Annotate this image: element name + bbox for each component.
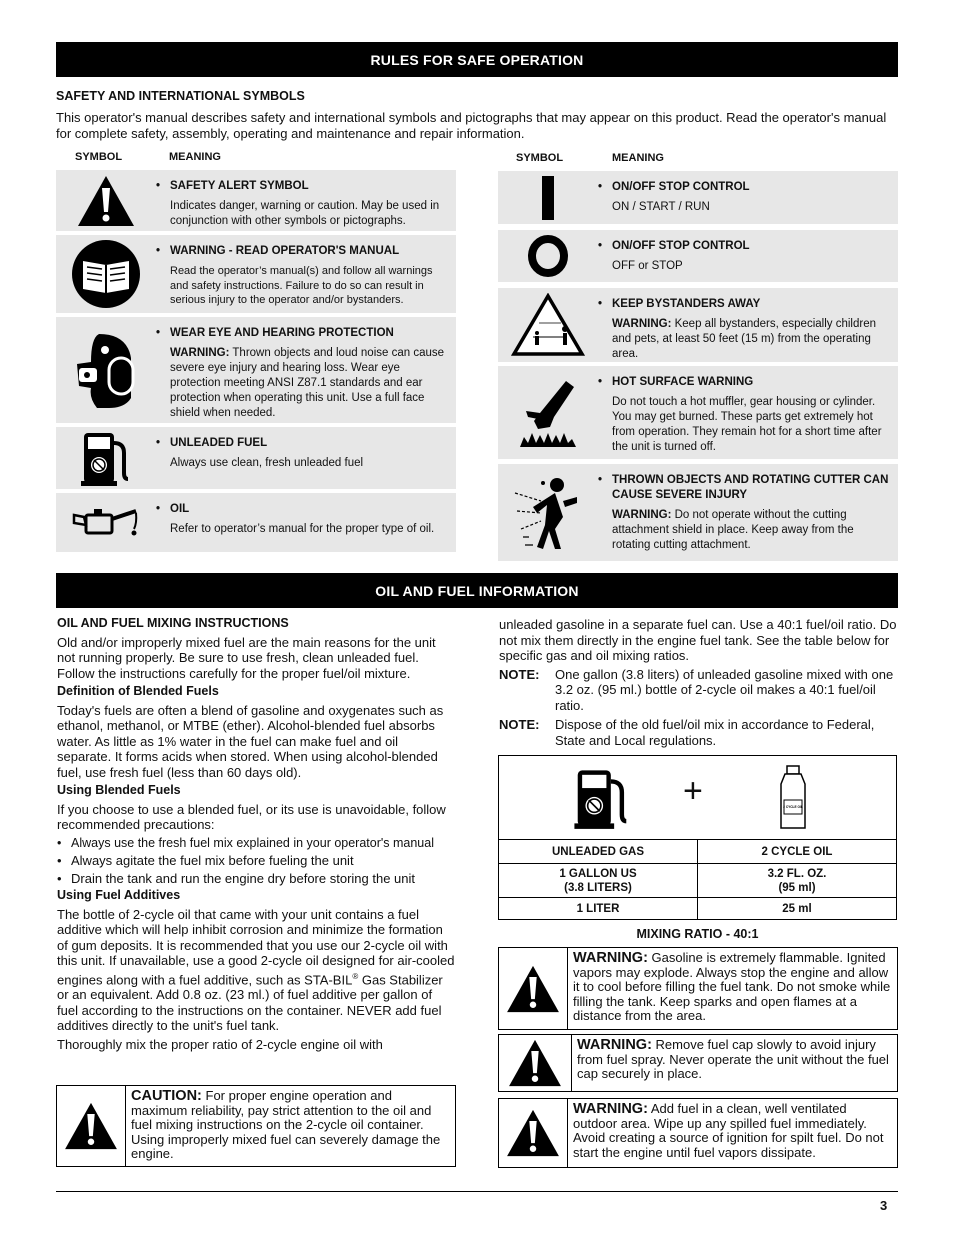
safety-intro: This operator's manual describes safety and international symbols and pictographs that may appear on this product. Read the operator's manual for complete safety, assembly, operating and maintenance and repair information.	[56, 110, 887, 141]
symbol-title: • KEEP BYSTANDERS AWAY	[598, 297, 894, 312]
symbol-desc: Keep all bystanders, especially children and pets, at least 50 feet (15 m) from the operating area.	[612, 318, 876, 360]
oil-bottle-icon	[777, 764, 809, 835]
warning-text: Remove fuel cap slowly to avoid injury from fuel spray. Never operate the unit without the fuel cap securely in place.	[577, 1037, 889, 1081]
symbol-row	[498, 171, 898, 224]
warning-box	[498, 1098, 898, 1168]
on-symbol-icon	[498, 171, 598, 224]
warning-label: WARNING:	[612, 509, 672, 521]
warning-label: WARNING:	[573, 1101, 648, 1117]
warning-text: Gasoline is extremely flammable. Ignited vapors may explode. Always stop the engine and allow it to cool before filling the fuel tank. Do not smoke while filling the tank. Keep sparks and open flames at a distance from the area.	[573, 950, 891, 1023]
symbol-row	[56, 317, 456, 423]
symbol-desc: OFF or STOP	[612, 260, 683, 272]
symbol-desc: Do not touch a hot muffler, gear housing or cylinder. You may get burned. These parts get extremely hot from operation. They remain hot for a short time after the unit is turned off.	[612, 396, 882, 453]
keep-bystanders-away-icon	[498, 288, 598, 362]
thrown-objects-icon	[498, 464, 598, 561]
symbol-desc: Refer to operator’s manual for the proper type of oil.	[170, 523, 435, 535]
symbol-desc: Indicates danger, warning or caution. May be used in conjunction with other symbols or pictographs.	[170, 200, 440, 227]
symbol-row	[56, 235, 456, 313]
mix-heading: OIL AND FUEL MIXING INSTRUCTIONS	[57, 616, 289, 630]
symbol-title: • WARNING - READ OPERATOR'S MANUAL	[156, 244, 452, 259]
table-cell: 3.2 FL. OZ. (95 ml)	[698, 864, 897, 898]
definition-text: Today's fuels are often a blend of gasoline and oxygenates such as ethanol, methanol, or MTBE (ether). Alcohol-blended fuel absorbs water. As little as 1% water in the fuel can make fuel and oil separate. It forms acids when stored. When using alcohol-blended fuel, use fresh fuel (less than 60 days old).	[57, 702, 444, 780]
symbol-title: • UNLEADED FUEL	[156, 436, 452, 451]
eye-hearing-protection-icon	[56, 317, 156, 423]
caution-label: CAUTION:	[131, 1088, 202, 1104]
symbol-column-header-left: SYMBOL	[75, 151, 123, 163]
symbol-row	[498, 288, 898, 362]
symbol-title: • OIL	[156, 502, 452, 517]
footer-rule	[56, 1191, 898, 1192]
warning-label: WARNING:	[573, 950, 648, 966]
list-item: • Always agitate the fuel mix before fueling the unit	[57, 853, 455, 869]
using-blended-text: If you choose to use a blended fuel, or its use is unavoidable, follow recommended precautions:	[57, 801, 446, 832]
warning-alert-icon	[499, 1099, 568, 1167]
symbol-desc: Read the operator’s manual(s) and follow all warnings and safety instructions. Failure to do so can result in serious injury to the operator and/or bystanders.	[170, 265, 433, 306]
mixing-instructions-column	[57, 616, 455, 1055]
meaning-column-header-left: MEANING	[169, 151, 221, 163]
symbol-desc: Do not operate without the cutting attachment shield in place. Keep away from the rotating cutting attachment.	[612, 509, 854, 551]
warning-box	[498, 947, 898, 1030]
section-banner-oil-fuel: OIL AND FUEL INFORMATION	[56, 573, 898, 608]
symbol-column-header-right: SYMBOL	[516, 152, 564, 164]
hot-surface-icon	[498, 366, 598, 459]
safety-heading: SAFETY AND INTERNATIONAL SYMBOLS	[56, 89, 305, 103]
table-cell: 1 GALLON US (3.8 LITERS)	[499, 864, 698, 898]
mixing-ratio-caption: MIXING RATIO - 40:1	[636, 927, 759, 941]
read-manual-icon	[56, 235, 156, 313]
warning-label: WARNING:	[170, 347, 230, 359]
symbol-desc: Thrown objects and loud noise can cause severe eye injury and hearing loss. Wear eye protection meeting ANSI Z87.1 standards and ear protection when operating this unit. Use a full face shield when needed.	[170, 347, 445, 419]
additives-text: The bottle of 2-cycle oil that came with your unit contains a fuel additive which will help inhibit corrosion and minimize the formation of gum deposits. It is recommended that you use our 2-cycle oil with this unit. If unavailable, use a good 2-cycle oil designed for air-cooled engines along with a fuel additive, such as STA-BIL® Gas Stabilizer or an equivalent. Add 0.8 oz. (23 ml.) of fuel additive per gallon of fuel according to the instructions on the container. NEVER add fuel additives directly to the unit's fuel tank.	[57, 906, 455, 1034]
caution-box	[56, 1085, 456, 1167]
table-cell: 25 ml	[698, 898, 897, 920]
symbol-desc: Always use clean, fresh unleaded fuel	[170, 457, 364, 469]
symbol-row	[56, 493, 456, 552]
safety-alert-icon	[56, 170, 156, 231]
fuel-ratio-column	[499, 617, 897, 752]
table-header-cell: UNLEADED GAS	[499, 840, 698, 864]
thorough-text: Thoroughly mix the proper ratio of 2-cycle engine oil with	[57, 1036, 383, 1052]
fuel-pump-icon	[56, 427, 156, 489]
using-blended-heading: Using Blended Fuels	[57, 783, 181, 797]
table-cell: 1 LITER	[499, 898, 698, 920]
symbol-row	[56, 170, 456, 231]
caution-text: For proper engine operation and maximum reliability, pay strict attention to the oil and fuel mixing instructions on the 2-cycle oil container. Using improperly mixed fuel can severely damage the engine.	[131, 1088, 441, 1161]
fuel-pump-icon	[571, 766, 633, 833]
warning-text: Add fuel in a clean, well ventilated outdoor area. Wipe up any spilled fuel immediately. Avoid creating a source of ignition for spilt fuel. Do not start the engine until fuel vapors dissipate.	[573, 1101, 884, 1160]
symbol-row	[498, 464, 898, 561]
symbol-row	[498, 230, 898, 282]
symbol-title: • THROWN OBJECTS AND ROTATING CUTTER CAN CAUSE SEVERE INJURY	[598, 473, 894, 503]
page-number: 3	[880, 1198, 888, 1213]
off-symbol-icon	[498, 230, 598, 282]
warning-alert-icon	[499, 1035, 572, 1091]
table-header-cell: 2 CYCLE OIL	[698, 840, 897, 864]
note-2: NOTE: Dispose of the old fuel/oil mix in accordance to Federal, State and Local regulations.	[499, 717, 875, 748]
symbol-row	[56, 427, 456, 489]
symbol-title: • ON/OFF STOP CONTROL	[598, 180, 894, 195]
right-column-text: unleaded gasoline in a separate fuel can. Use a 40:1 fuel/oil ratio. Do not mix them directly in the engine fuel tank. See the table below for specific gas and oil mixing ratios.	[499, 617, 897, 663]
symbol-title: • WEAR EYE AND HEARING PROTECTION	[156, 326, 452, 341]
meaning-column-header-right: MEANING	[612, 152, 664, 164]
warning-label: WARNING:	[612, 318, 672, 330]
note-1: NOTE: One gallon (3.8 liters) of unleaded gasoline mixed with one 3.2 oz. (95 ml.) bottle of 2-cycle oil makes a 40:1 fuel/oil ratio.	[499, 666, 894, 713]
warning-alert-icon	[499, 948, 568, 1029]
additives-heading: Using Fuel Additives	[57, 888, 181, 902]
mix-intro: Old and/or improperly mixed fuel are the main reasons for the unit not running properly. Be sure to use fresh, clean unleaded fuel. Follow the instructions carefully for the proper fuel/oil mixture.	[57, 634, 436, 681]
symbol-title: • ON/OFF STOP CONTROL	[598, 239, 894, 254]
symbol-title: • SAFETY ALERT SYMBOL	[156, 179, 452, 194]
symbol-row	[498, 366, 898, 459]
list-item: • Drain the tank and run the engine dry before storing the unit	[57, 871, 455, 887]
symbol-desc: ON / START / RUN	[612, 201, 710, 213]
plus-sign: +	[683, 772, 703, 810]
mixing-ratio-table	[498, 755, 897, 920]
section-banner-rules: RULES FOR SAFE OPERATION	[56, 42, 898, 77]
warning-label: WARNING:	[577, 1037, 652, 1053]
warning-box	[498, 1034, 898, 1092]
definition-heading: Definition of Blended Fuels	[57, 684, 219, 698]
list-item: • Always use the fresh fuel mix explained in your operator's manual	[57, 836, 455, 852]
caution-alert-icon	[57, 1086, 126, 1166]
bottle-label: 2 CYCLE OIL	[783, 805, 803, 809]
symbol-title: • HOT SURFACE WARNING	[598, 375, 894, 390]
oil-can-icon	[56, 493, 156, 552]
